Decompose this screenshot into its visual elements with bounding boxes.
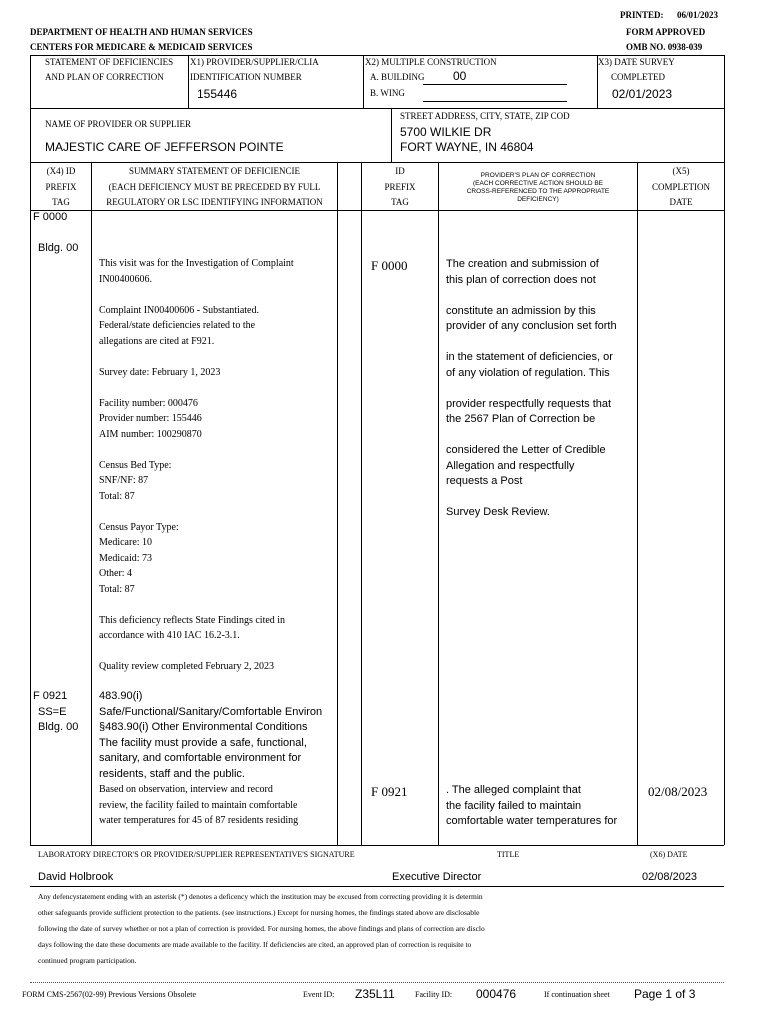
printed-label: PRINTED: (620, 10, 664, 20)
summary-block-2 (99, 690, 322, 783)
disclaimer-line: other safeguards provide sufficient protection to the patients. (see instructions.) Except for nursing homes, the findings stated above are disclosable (38, 908, 480, 917)
address-line-1: 5700 WILKIE DR (400, 125, 492, 139)
plan-line: The creation and submission of (446, 258, 599, 270)
plan-block-2 (446, 784, 617, 831)
summary-line: accordance with 410 IAC 16.2-3.1. (99, 630, 240, 641)
summary-header-line: REGULATORY OR LSC IDENTIFYING INFORMATION (106, 197, 323, 207)
x5-header-line: COMPLETION (652, 181, 710, 192)
event-id-label: Event ID: (303, 990, 335, 999)
summary-block-1 (99, 258, 294, 677)
address-label: STREET ADDRESS, CITY, STATE, ZIP COD (400, 111, 570, 121)
summary-header (92, 166, 337, 213)
date-label: (X6) DATE (650, 850, 688, 859)
dept-line-2: CENTERS FOR MEDICARE & MEDICAID SERVICES (30, 42, 253, 52)
plan-line (446, 289, 617, 305)
divider-x4 (91, 162, 92, 845)
tag-line: F 0921 (33, 690, 68, 702)
summary-line: Based on observation, interview and record (99, 784, 273, 795)
address-line-2: FORT WAYNE, IN 46804 (400, 140, 534, 154)
id-header-line: ID (395, 166, 405, 176)
x4-header-line: (X4) ID (46, 166, 76, 176)
signature-border (30, 886, 724, 887)
x1-label-2: IDENTIFICATION NUMBER (190, 72, 302, 82)
summary-line: This deficiency reflects State Findings cited in (99, 614, 286, 626)
tag-line: SS=E (38, 705, 67, 718)
summary-line: water temperatures for 45 of 87 residents residing (99, 815, 299, 826)
summary-line: 483.90(i) (99, 690, 143, 702)
table-row1-border (30, 108, 724, 109)
plan-line (446, 491, 617, 507)
summary-block-3 (99, 784, 298, 831)
wing-underline (423, 101, 567, 102)
signer-name: David Holbrook (38, 871, 114, 883)
plan-line: comfortable water temperatures for (446, 815, 618, 827)
plan-line: provider respectfully requests that (446, 397, 612, 410)
summary-line (99, 599, 294, 615)
id-tag-f0000: F 0000 (371, 258, 408, 273)
tag-f0000: F 0000 (33, 211, 68, 223)
plan-header-line: (EACH CORRECTIVE ACTION SHOULD BE (472, 180, 604, 187)
x4-header (31, 166, 91, 213)
summary-line (99, 506, 294, 522)
event-id-value: Z35L11 (355, 987, 395, 1001)
divider-summary (337, 162, 338, 845)
dept-line-1: DEPARTMENT OF HEALTH AND HUMAN SERVICES (30, 27, 253, 37)
plan-line: requests a Post (446, 475, 523, 487)
id-tag-f0921: F 0921 (371, 784, 408, 799)
disclaimer-line: continued program participation. (38, 956, 137, 965)
divider-id (438, 162, 439, 845)
facility-id-value: 000476 (476, 987, 517, 1001)
id-header-line: PREFIX (384, 181, 416, 192)
building-label: A. BUILDING (370, 72, 425, 82)
summary-line: This visit was for the Investigation of Complaint (99, 258, 294, 269)
x5-header-line: (X5) (672, 166, 690, 176)
x1-label-1: X1) PROVIDER/SUPPLIER/CLIA (190, 57, 319, 67)
summary-line: Total: 87 (99, 490, 135, 502)
summary-line (99, 444, 294, 460)
x4-header-line: PREFIX (45, 181, 77, 192)
x3-label-2: COMPLETED (611, 72, 665, 82)
plan-header-line: PROVIDER'S PLAN OF CORRECTION (480, 172, 596, 179)
summary-line: allegations are cited at F921. (99, 335, 215, 347)
form-number: FORM CMS-2567(02-99) Previous Versions Obsolete (22, 990, 197, 999)
provider-number: 155446 (197, 87, 238, 101)
summary-line: Census Payor Type: (99, 521, 179, 533)
summary-line (99, 351, 294, 367)
page-number: Page 1 of 3 (634, 987, 696, 1001)
plan-line: this plan of correction does not (446, 273, 596, 286)
plan-line (446, 382, 617, 398)
provider-name: MAJESTIC CARE OF JEFFERSON POINTE (45, 140, 284, 154)
summary-line: Safe/Functional/Sanitary/Comfortable Environ (99, 705, 323, 718)
building-underline (423, 84, 567, 85)
disclaimer-line: Any defencystatement ending with an asterisk (*) denotes a deficency which the institution may be excused from correcting providing it is determin (38, 892, 483, 901)
continuation-label: If continuation sheet (544, 990, 610, 999)
plan-line: provider of any conclusion set forth (446, 320, 617, 332)
plan-line: Survey Desk Review. (446, 506, 550, 518)
omb-number: OMB NO. 0938-039 (626, 42, 703, 52)
divider-plan (637, 162, 638, 845)
plan-line: the facility failed to maintain (446, 799, 582, 812)
signature-date: 02/08/2023 (642, 871, 698, 883)
title-label: TITLE (497, 850, 520, 859)
summary-line: review, the facility failed to maintain comfortable (99, 799, 298, 811)
summary-line: Total: 87 (99, 583, 135, 595)
summary-header-line: SUMMARY STATEMENT OF DEFICIENCIE (128, 166, 301, 176)
summary-line: Medicare: 10 (99, 537, 153, 548)
statement-label-1: STATEMENT OF DEFICIENCIES (45, 57, 174, 67)
plan-line (446, 429, 617, 445)
divider-gap (361, 162, 362, 845)
summary-line: Survey date: February 1, 2023 (99, 366, 221, 378)
tag-f0921 (33, 690, 78, 737)
plan-line: in the statement of deficiencies, or (446, 351, 613, 363)
printed-date: 06/01/2023 (677, 10, 719, 20)
right-border (724, 55, 725, 845)
summary-line: SNF/NF: 87 (99, 475, 149, 486)
summary-line: sanitary, and comfortable environment for (99, 752, 302, 764)
table-top-border (30, 55, 724, 56)
plan-line: . The alleged complaint that (446, 784, 581, 796)
signer-title: Executive Director (392, 871, 482, 883)
summary-line: Complaint IN00400606 - Substantiated. (99, 304, 259, 316)
plan-line: of any violation of regulation. This (446, 366, 610, 379)
summary-line (99, 289, 294, 305)
summary-line (99, 646, 294, 662)
footer-border (30, 982, 724, 983)
provider-name-label: NAME OF PROVIDER OR SUPPLIER (45, 119, 192, 129)
tag-line: Bldg. 00 (38, 721, 79, 733)
disclaimer-line: following the date of survey whether or not a plan of correction is provided. For nursing homes, the above findings and plans of correction are disclo (38, 924, 485, 933)
divider-address (391, 108, 392, 162)
id-header-line: TAG (391, 197, 409, 207)
table-row2-border (30, 162, 724, 163)
x2-label: X2) MULTIPLE CONSTRUCTION (365, 57, 497, 67)
signature-label: LABORATORY DIRECTOR'S OR PROVIDER/SUPPLIER REPRESENTATIVE'S SIGNATURE (38, 850, 355, 859)
wing-label: B. WING (370, 88, 405, 98)
table-bottom-border (30, 845, 724, 846)
survey-date: 02/01/2023 (612, 87, 673, 101)
plan-header-line: CROSS-REFERENCED TO THE APPROPRIATE (466, 188, 610, 195)
plan-line: considered the Letter of Credible (446, 444, 606, 456)
x5-header (638, 166, 724, 213)
disclaimer-line: days following the date these documents are made available to the facility. If deficiencies are cited, an approved plan of correction is requisite to (38, 940, 472, 949)
plan-header-line: DEFICIENCY) (517, 196, 559, 203)
disclaimer (38, 892, 485, 972)
divider-x1 (188, 55, 189, 108)
summary-line: Medicaid: 73 (99, 552, 153, 564)
plan-line: Allegation and respectfully (446, 459, 575, 472)
facility-id-label: Facility ID: (415, 990, 453, 999)
divider-x2 (363, 55, 364, 108)
id-header (362, 166, 438, 213)
summary-line: Other: 4 (99, 568, 133, 579)
statement-label-2: AND PLAN OF CORRECTION (45, 72, 164, 82)
summary-line: residents, staff and the public. (99, 767, 245, 780)
bldg-00: Bldg. 00 (38, 242, 79, 254)
plan-line (446, 336, 617, 352)
summary-line (99, 382, 294, 398)
summary-line: IN00400606. (99, 273, 153, 285)
x3-label-1: X3) DATE SURVEY (598, 57, 675, 67)
plan-block-1 (446, 258, 617, 522)
summary-line: Provider number: 155446 (99, 413, 202, 424)
summary-line: AIM number: 100290870 (99, 428, 202, 440)
x4-header-line: TAG (52, 197, 70, 207)
summary-line: Facility number: 000476 (99, 397, 198, 409)
summary-header-line: (EACH DEFICIENCY MUST BE PRECEDED BY FULL (108, 181, 321, 192)
plan-line: constitute an admission by this (446, 304, 596, 317)
plan-line: the 2567 Plan of Correction be (446, 413, 596, 425)
form-approved: FORM APPROVED (626, 27, 706, 37)
plan-header (439, 172, 637, 204)
summary-line: Census Bed Type: (99, 459, 172, 471)
summary-line: Quality review completed February 2, 2023 (99, 661, 274, 672)
summary-line: §483.90(i) Other Environmental Conditions (99, 721, 308, 733)
completion-date: 02/08/2023 (648, 784, 708, 799)
building-value: 00 (453, 69, 467, 83)
summary-line: The facility must provide a safe, functional, (99, 736, 307, 749)
x5-header-line: DATE (669, 197, 693, 207)
summary-line: Federal/state deficiencies related to the (99, 320, 256, 331)
